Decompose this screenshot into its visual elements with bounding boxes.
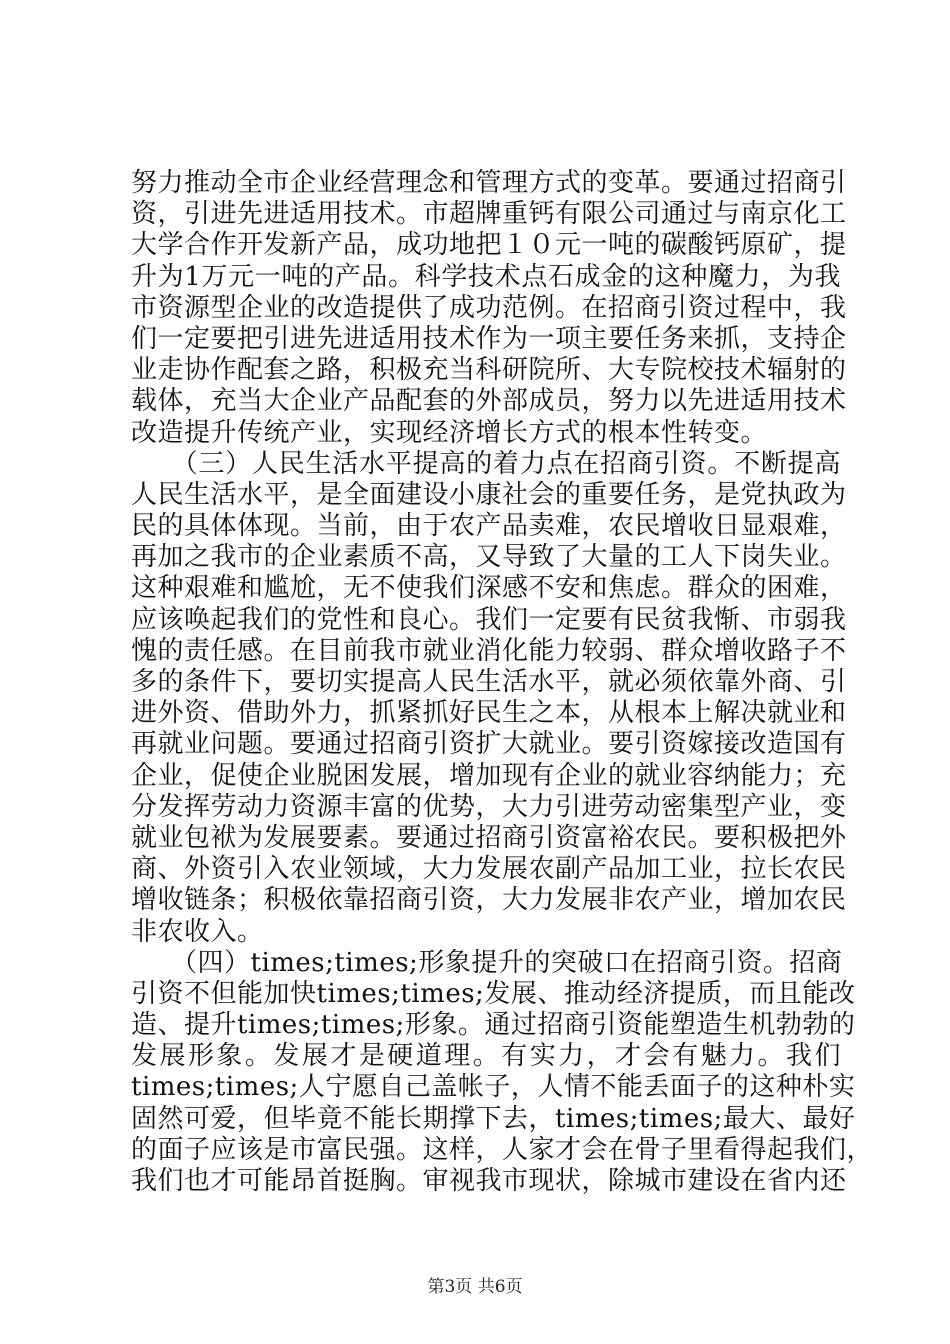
text-line: 固然可爱，但毕竟不能长期撑下去，times;times;最大、最好: [131, 1103, 856, 1134]
text-line: 引资不但能加快times;times;发展、推动经济提质，而且能改: [131, 978, 856, 1009]
text-line: 进外资、借助外力，抓紧抓好民生之本，从根本上解决就业和: [131, 698, 847, 729]
text-line: 大学合作开发新产品，成功地把１０元一吨的碳酸钙原矿，提: [131, 230, 847, 261]
text-line: 发展形象。发展才是硬道理。有实力，才会有魅力。我们: [131, 1041, 841, 1072]
body-text: [131, 168, 874, 1197]
text-line: 的面子应该是市富民强。这样，人家才会在骨子里看得起我们，: [131, 1134, 874, 1165]
text-line: 市资源型企业的改造提供了成功范例。在招商引资过程中，我: [131, 292, 847, 323]
text-line: 民的具体体现。当前，由于农产品卖难，农民增收日显艰难，: [131, 511, 847, 542]
text-line: 增收链条；积极依靠招商引资，大力发展非农产业，增加农民: [131, 885, 847, 916]
text-line: 就业包袱为发展要素。要通过招商引资富裕农民。要积极把外: [131, 822, 847, 853]
text-line: （三）人民生活水平提高的着力点在招商引资。不断提高: [131, 448, 841, 479]
text-line: 改造提升传统产业，实现经济增长方式的根本性转变。: [131, 417, 768, 448]
text-line: 分发挥劳动力资源丰富的优势，大力引进劳动密集型产业，变: [131, 791, 847, 822]
text-line: 再加之我市的企业素质不高，又导致了大量的工人下岗失业。: [131, 542, 847, 573]
page-footer: 第3页 共6页: [427, 1277, 523, 1297]
text-line: 我们也才可能昂首挺胸。审视我市现状，除城市建设在省内还: [131, 1166, 847, 1196]
text-line: 愧的责任感。在目前我市就业消化能力较弱、群众增收路子不: [131, 635, 847, 666]
text-line: 人民生活水平，是全面建设小康社会的重要任务，是党执政为: [131, 479, 847, 510]
text-line: times;times;人宁愿自己盖帐子，人情不能丢面子的这种朴实: [131, 1072, 856, 1103]
text-line: 非农收入。: [131, 916, 264, 947]
text-line: 资，引进先进适用技术。市超牌重钙有限公司通过与南京化工: [131, 199, 847, 230]
text-line: 努力推动全市企业经营理念和管理方式的变革。要通过招商引: [131, 168, 847, 198]
text-line: 多的条件下，要切实提高人民生活水平，就必须依靠外商、引: [131, 667, 847, 697]
text-line: 载体，充当大企业产品配套的外部成员，努力以先进适用技术: [131, 386, 847, 417]
text-line: 业走协作配套之路，积极充当科研院所、大专院校技术辐射的: [131, 355, 847, 386]
text-line: 再就业问题。要通过招商引资扩大就业。要引资嫁接改造国有: [131, 729, 847, 760]
text-line: 们一定要把引进先进适用技术作为一项主要任务来抓，支持企: [131, 323, 847, 354]
text-line: 这种艰难和尴尬，无不使我们深感不安和焦虑。群众的困难，: [131, 573, 847, 604]
text-line: （四）times;times;形象提升的突破口在招商引资。招商: [131, 947, 843, 978]
text-line: 升为1万元一吨的产品。科学技术点石成金的这种魔力，为我: [131, 261, 841, 292]
text-line: 造、提升times;times;形象。通过招商引资能塑造生机勃勃的: [131, 1010, 856, 1041]
text-line: 商、外资引入农业领域，大力发展农副产品加工业，拉长农民: [131, 854, 847, 885]
text-line: 企业，促使企业脱困发展，增加现有企业的就业容纳能力；充: [131, 760, 847, 791]
text-line: 应该唤起我们的党性和良心。我们一定要有民贫我惭、市弱我: [131, 604, 847, 635]
